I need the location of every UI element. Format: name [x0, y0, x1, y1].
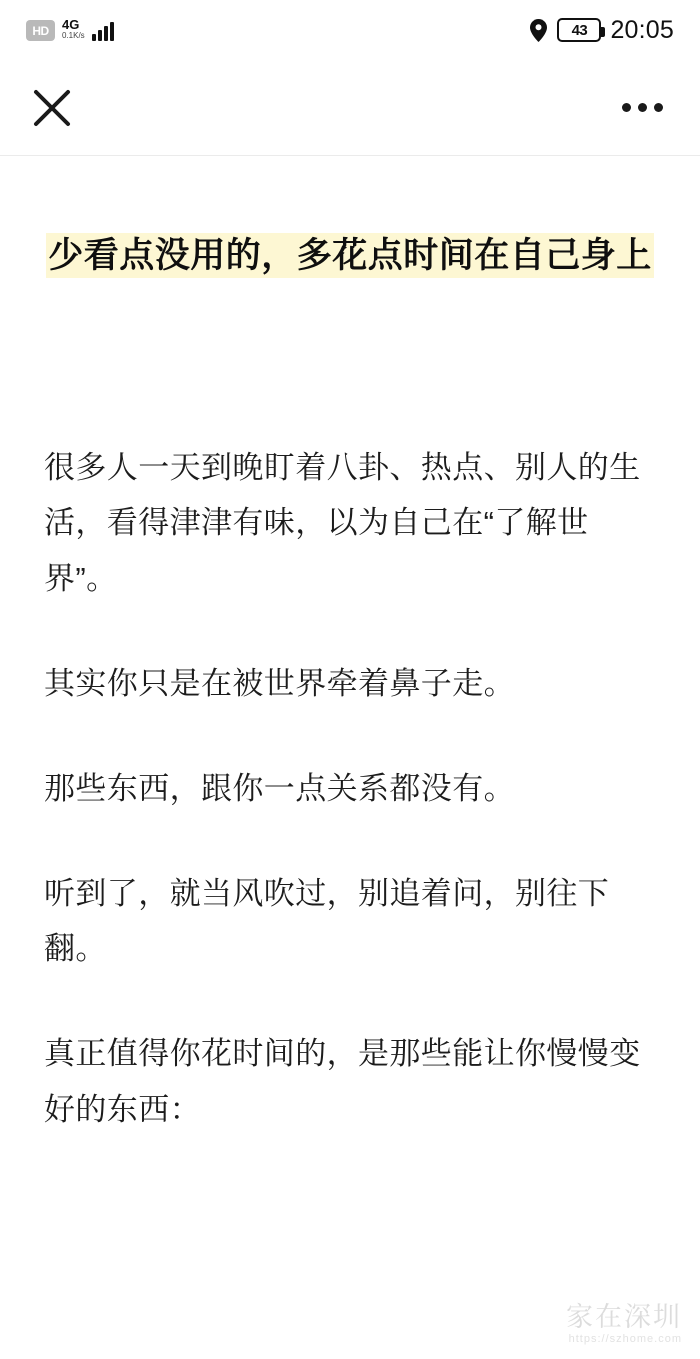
network-type-label: 4G [62, 17, 80, 32]
article-paragraph: 其实你只是在被世界牵着鼻子走。 [44, 665, 515, 701]
status-bar-left [26, 19, 114, 41]
status-bar-right [529, 0, 674, 60]
article-paragraph: 很多人一天到晚盯着八卦、热点、别人的生活，看得津津有味，以为自己在“了解世界”。 [44, 450, 641, 596]
article-paragraph: 听到了，就当风吹过，别追着问，别往下翻。 [44, 876, 610, 967]
battery-icon [557, 18, 601, 42]
more-options-icon [638, 103, 647, 112]
more-options-icon [654, 103, 663, 112]
clock-label: 20:05 [610, 15, 674, 44]
article-title-wrapper [44, 222, 656, 290]
close-button[interactable] [26, 82, 78, 134]
more-options-icon [622, 103, 631, 112]
network-speed-label: 0.1K/s [62, 31, 85, 40]
page-title: 少看点没用的，多花点时间在自己身上 [46, 233, 654, 278]
more-options-button[interactable] [614, 82, 670, 134]
article-paragraph: 真正值得你花时间的，是那些能让你慢慢变好的东西： [44, 1036, 641, 1127]
battery-level-label: 43 [571, 21, 588, 39]
hd-icon: HD [26, 20, 55, 41]
watermark [566, 1303, 682, 1345]
article-body [44, 440, 656, 1137]
article-paragraph: 那些东西，跟你一点关系都没有。 [44, 770, 515, 806]
article-content [0, 156, 700, 1359]
watermark-url: https://szhome.com [568, 1333, 682, 1345]
location-pin-icon [529, 19, 548, 42]
signal-bars-icon [92, 19, 114, 41]
status-bar [0, 0, 700, 60]
network-status [62, 19, 85, 40]
nav-bar [0, 60, 700, 156]
watermark-text: 家在深圳 [566, 1302, 682, 1333]
close-icon [32, 88, 72, 128]
